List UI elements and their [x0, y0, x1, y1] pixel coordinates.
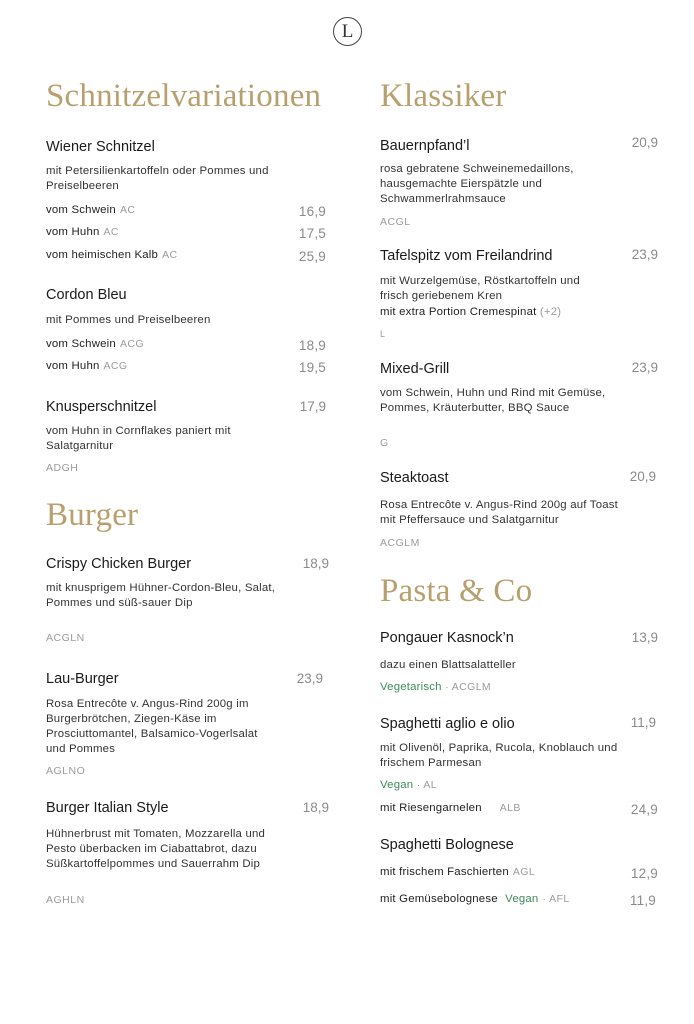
dish-description: mit Petersilienkartoffeln oder Pommes und Preiselbeeren: [46, 165, 269, 192]
dish-bauernpfandl: [380, 135, 660, 154]
variant-row: [380, 866, 660, 881]
price: 23,9: [296, 671, 323, 686]
dish-crispy-chicken-burger: [46, 556, 329, 572]
extra-label: mit extra Portion Cremespinat: [380, 306, 537, 318]
allergen-code: ACG: [119, 338, 144, 350]
allergen-code: AC: [119, 204, 136, 216]
variant-row: [46, 204, 326, 219]
price: 23,9: [631, 247, 658, 262]
dish-description: dazu einen Blattsalatteller: [380, 659, 516, 671]
allergen-code: AC: [162, 249, 178, 261]
dish-knusperschnitzel: [46, 399, 326, 415]
price: 18,9: [298, 338, 326, 353]
allergen-code: · ACGLM: [445, 681, 492, 693]
dish-name: Cordon Bleu: [46, 287, 127, 303]
dish-description: Rosa Entrecôte v. Angus-Rind 200g auf Toast mit Pfeffersauce und Salatgarnitur: [380, 499, 619, 526]
restaurant-logo: [333, 17, 362, 46]
dish-description: mit Pommes und Preiselbeeren: [46, 314, 211, 326]
price: 12,9: [630, 866, 658, 881]
diet-label: Vegan: [505, 893, 539, 905]
dish-name: Lau-Burger: [46, 671, 119, 687]
price: 13,9: [631, 630, 658, 645]
price: 18,9: [302, 556, 329, 571]
price: 11,9: [629, 893, 656, 908]
allergen-codes: ACGLM: [380, 537, 420, 549]
price: 16,9: [298, 204, 326, 219]
diet-label: Vegetarisch: [380, 681, 442, 693]
variant-row: [380, 802, 660, 817]
dish-lau-burger: [46, 671, 326, 687]
dish-name: Pongauer Kasnock’n: [380, 630, 514, 646]
price: 19,5: [298, 360, 326, 375]
diet-row: [380, 681, 660, 693]
logo-letter: L: [341, 20, 354, 42]
dish-description: Rosa Entrecôte v. Angus-Rind 200g im Burgerbrötchen, Ziegen-Käse im Prosciuttomantel, Balsamico-Vogerlsalat und Pommes: [46, 698, 258, 755]
dish-tafelspitz: [380, 248, 660, 264]
dish-name: Crispy Chicken Burger: [46, 556, 192, 572]
variant-label: mit Gemüsebolognese: [380, 893, 498, 905]
variant-label: vom Schwein: [46, 338, 116, 350]
price: 18,9: [302, 800, 329, 815]
dish-name: Tafelspitz vom Freilandrind: [380, 248, 553, 264]
dish-description: rosa gebratene Schweinemedaillons, hausgemachte Eierspätzle und Schwammerlrahmsauce: [380, 163, 574, 205]
allergen-codes: L: [380, 329, 386, 339]
dish-description: mit knusprigem Hühner-Cordon-Bleu, Salat, Pommes und süß-sauer Dip: [46, 582, 276, 609]
price: 20,9: [629, 469, 656, 484]
variant-label: mit Riesengarnelen: [380, 802, 482, 814]
dish-name: Spaghetti aglio e olio: [380, 716, 515, 732]
price: 23,9: [631, 360, 658, 375]
allergen-code: AC: [103, 226, 119, 238]
allergen-code: · AFL: [542, 893, 570, 905]
price: 17,9: [299, 399, 326, 414]
dish-name: Spaghetti Bolognese: [380, 837, 514, 853]
allergen-code: · AL: [416, 779, 437, 791]
variant-label: vom Huhn: [46, 360, 100, 372]
extra-option: [380, 306, 660, 318]
variant-row: [380, 893, 660, 908]
dish-spaghetti-aglio: [380, 716, 660, 732]
variant-row: [46, 338, 326, 353]
allergen-code: ACG: [103, 360, 128, 372]
dish-name: Knusperschnitzel: [46, 399, 157, 415]
allergen-codes: AGHLN: [46, 894, 85, 906]
dish-description: vom Huhn in Cornflakes paniert mit Salatgarnitur: [46, 425, 231, 452]
dish-description: mit Olivenöl, Paprika, Rucola, Knoblauch und frischem Parmesan: [380, 742, 618, 769]
variant-label: vom heimischen Kalb: [46, 249, 159, 261]
section-title-schnitzel: Schnitzelvariationen: [46, 78, 322, 114]
dish-name: Burger Italian Style: [46, 800, 169, 816]
dish-description: vom Schwein, Huhn und Rind mit Gemüse, Pommes, Kräuterbutter, BBQ Sauce: [380, 387, 606, 414]
variant-label: vom Huhn: [46, 226, 100, 238]
dish-spaghetti-bolognese: [380, 837, 660, 853]
price: 24,9: [630, 802, 658, 817]
variant-row: [46, 226, 326, 241]
section-title-burger: Burger: [46, 497, 139, 533]
allergen-codes: ACGL: [380, 216, 411, 228]
allergen-code: AGL: [512, 866, 536, 878]
allergen-codes: G: [380, 437, 389, 449]
section-title-klassiker: Klassiker: [380, 78, 507, 114]
dish-description: mit Wurzelgemüse, Röstkartoffeln und frisch geriebenem Kren: [380, 275, 580, 302]
section-title-pasta: Pasta & Co: [380, 573, 533, 609]
extra-price: (+2): [539, 306, 562, 318]
dish-name: Bauernpfand’l: [380, 138, 470, 154]
dish-wiener-schnitzel: [46, 139, 326, 155]
dish-burger-italian-style: [46, 800, 329, 816]
dish-description: Hühnerbrust mit Tomaten, Mozzarella und Pesto überbacken im Ciabattabrot, dazu Süßkartoffelpommes und Sauerrahm Dip: [46, 828, 266, 870]
variant-row: [46, 249, 326, 264]
dish-name: Mixed-Grill: [380, 361, 450, 377]
dish-name: Steaktoast: [380, 470, 449, 486]
price: 17,5: [298, 226, 326, 241]
dish-mixed-grill: [380, 361, 660, 377]
price: 25,9: [298, 249, 326, 264]
dish-steaktoast: [380, 470, 660, 486]
dish-pongauer-kasnockn: [380, 630, 660, 646]
price: 20,9: [631, 135, 658, 150]
price: 11,9: [630, 715, 656, 730]
variant-label: vom Schwein: [46, 204, 116, 216]
dish-cordon-bleu: [46, 287, 326, 303]
variant-label: mit frischem Faschierten: [380, 866, 509, 878]
allergen-codes: AGLNO: [46, 765, 86, 777]
allergen-code: ALB: [499, 802, 521, 814]
diet-label: Vegan: [380, 779, 414, 791]
diet-row: [380, 779, 660, 791]
variant-row: [46, 360, 326, 375]
allergen-codes: ADGH: [46, 462, 79, 474]
allergen-codes: ACGLN: [46, 632, 85, 644]
dish-name: Wiener Schnitzel: [46, 139, 155, 155]
